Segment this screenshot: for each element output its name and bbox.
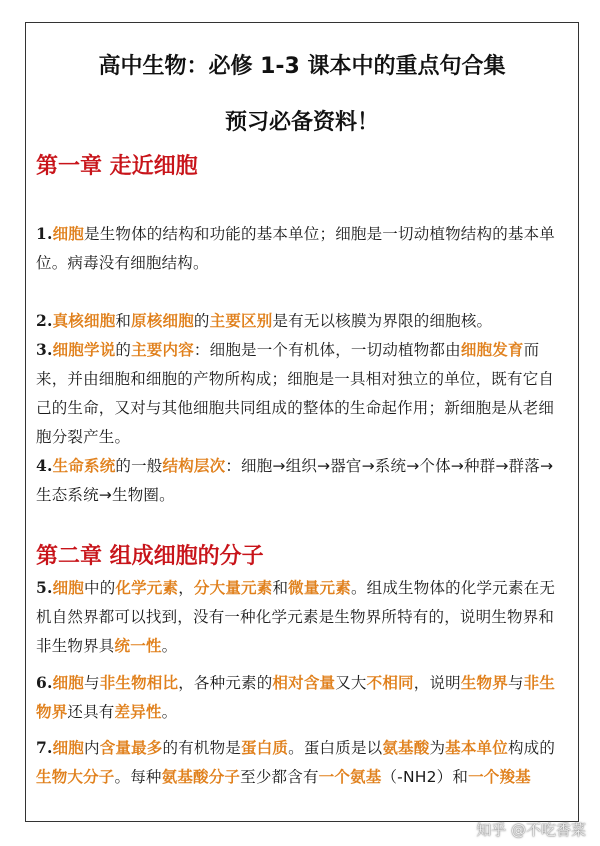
point-number: 1. bbox=[36, 224, 53, 243]
body-text: 和 bbox=[115, 312, 132, 330]
point-5 bbox=[36, 573, 566, 661]
point-number: 7. bbox=[36, 738, 53, 757]
highlighted-term: 化学元素 bbox=[115, 579, 179, 597]
highlighted-term: 氨基酸 bbox=[382, 739, 430, 757]
body-text: 与 bbox=[507, 674, 524, 692]
point-text bbox=[36, 579, 555, 655]
point-text bbox=[36, 341, 554, 446]
body-text: 中的 bbox=[84, 579, 116, 597]
highlighted-term: 细胞 bbox=[52, 674, 84, 692]
body-text: 。每种 bbox=[114, 768, 162, 786]
highlighted-term: 主要内容 bbox=[131, 341, 194, 359]
highlighted-term: 非生物界 bbox=[36, 674, 556, 721]
point-number: 2. bbox=[36, 311, 53, 330]
highlighted-term: 细胞 bbox=[52, 739, 84, 757]
highlighted-term: 原核细胞 bbox=[131, 312, 194, 330]
body-text: （-NH2）和 bbox=[381, 768, 469, 786]
body-text: 。蛋白质是以 bbox=[288, 739, 383, 757]
highlighted-term: 细胞 bbox=[52, 579, 84, 597]
body-text: 内 bbox=[84, 739, 100, 757]
highlighted-term: 统一性 bbox=[114, 637, 162, 655]
body-text: ，说明 bbox=[413, 674, 461, 692]
point-1 bbox=[36, 219, 566, 278]
highlighted-term: 蛋白质 bbox=[241, 739, 289, 757]
highlighted-term: 不相同 bbox=[366, 674, 414, 692]
point-number: 3. bbox=[36, 340, 53, 359]
body-text: 。组成生物体的化学元素在无机自然界都可以找到，没有一种化学元素是生物界所特有的，说明生物界和非生物界具 bbox=[36, 579, 556, 655]
body-text: 是生物体的结构和功能的基本单位；细胞是一切动植物结构的基本单位。病毒没有细胞结构。 bbox=[36, 225, 556, 272]
body-text: ：细胞是一个有机体，一切动植物都由 bbox=[193, 341, 461, 359]
chapter-2-heading: 第二章 组成细胞的分子 bbox=[36, 544, 264, 569]
highlighted-term: 细胞发育 bbox=[460, 341, 524, 359]
point-4 bbox=[36, 451, 566, 510]
highlighted-term: 细胞学说 bbox=[52, 341, 116, 359]
body-text: 构成的 bbox=[507, 739, 556, 757]
document-frame bbox=[25, 22, 579, 822]
highlighted-term: 真核细胞 bbox=[52, 312, 116, 330]
highlighted-term: 微量元素 bbox=[288, 579, 351, 597]
highlighted-term: 非生物相比 bbox=[99, 674, 179, 692]
body-text: 至少都含有 bbox=[240, 768, 319, 786]
body-text: 的有机物是 bbox=[162, 739, 242, 757]
highlighted-term: 生物界 bbox=[460, 674, 508, 692]
body-text: 为 bbox=[429, 739, 446, 757]
highlighted-term: 细胞 bbox=[52, 225, 84, 243]
point-number: 4. bbox=[36, 456, 53, 475]
point-number: 5. bbox=[36, 578, 53, 597]
highlighted-term: 一个氨基 bbox=[318, 768, 382, 786]
highlighted-term: 生物大分子 bbox=[36, 768, 115, 786]
body-text: ：细胞→组织→器官→系统→个体→种群→群落→生态系统→生物圈。 bbox=[36, 457, 554, 504]
point-number: 6. bbox=[36, 673, 53, 692]
point-2 bbox=[36, 306, 566, 336]
highlighted-term: 一个羧基 bbox=[468, 768, 531, 786]
highlighted-term: 差异性 bbox=[114, 703, 162, 721]
body-text: 的 bbox=[193, 312, 210, 330]
point-7 bbox=[36, 733, 566, 792]
body-text: 是有无以核膜为界限的细胞核。 bbox=[272, 312, 493, 330]
watermark: 知乎 @不吃香菜 bbox=[476, 821, 586, 839]
point-text bbox=[36, 457, 553, 504]
highlighted-term: 基本单位 bbox=[445, 739, 508, 757]
point-text bbox=[53, 312, 493, 330]
document-title: 高中生物：必修 1-3 课本中的重点句合集 bbox=[98, 54, 506, 79]
point-text bbox=[36, 674, 555, 721]
highlighted-term: 生命系统 bbox=[52, 457, 116, 475]
body-text: 又大 bbox=[335, 674, 367, 692]
point-text bbox=[36, 739, 555, 786]
document-subtitle: 预习必备资料！ bbox=[224, 110, 379, 135]
body-text: 。 bbox=[161, 637, 178, 655]
point-text bbox=[36, 225, 555, 272]
point-6 bbox=[36, 668, 566, 727]
highlighted-term: 相对含量 bbox=[272, 674, 336, 692]
body-text: 。 bbox=[161, 703, 178, 721]
highlighted-term: 结构层次 bbox=[162, 457, 226, 475]
body-text: 和 bbox=[272, 579, 289, 597]
highlighted-term: 含量最多 bbox=[99, 739, 163, 757]
body-text: 的 bbox=[115, 341, 132, 359]
body-text: 而来，并由细胞和细胞的产物所构成；细胞是一具相对独立的单位，既有它自己的生命，又对与其他细胞共同组成的整体的生命起作用；新细胞是从老细胞分裂产生。 bbox=[36, 341, 555, 446]
highlighted-term: 分大量元素 bbox=[193, 579, 273, 597]
body-text: 的一般 bbox=[115, 457, 163, 475]
body-text: 还具有 bbox=[67, 703, 115, 721]
highlighted-term: 主要区别 bbox=[209, 312, 273, 330]
body-text: 与 bbox=[84, 674, 100, 692]
body-text: ， bbox=[178, 579, 194, 597]
chapter-1-heading: 第一章 走近细胞 bbox=[36, 154, 198, 179]
point-3 bbox=[36, 335, 566, 452]
body-text: ，各种元素的 bbox=[178, 674, 273, 692]
highlighted-term: 氨基酸分子 bbox=[161, 768, 241, 786]
